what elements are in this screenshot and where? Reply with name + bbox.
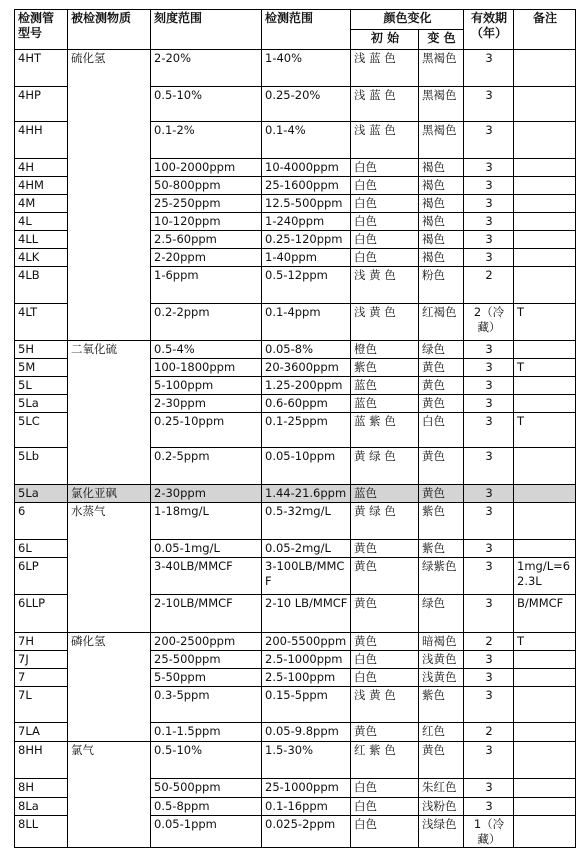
remark-cell: T: [514, 359, 576, 377]
detection-range-cell: 0.6-60ppm: [262, 395, 351, 413]
validity-cell: 3: [464, 231, 514, 249]
header-model: 检测管型号: [15, 10, 68, 50]
scale-range-cell: 0.5-10%: [151, 742, 262, 779]
header-scale-range: 刻度范围: [151, 10, 262, 50]
model-cell: 8La: [15, 798, 68, 816]
detector-tube-table: [14, 9, 576, 848]
changed-color-cell: 绿色: [419, 595, 464, 633]
initial-color-cell: 黄色: [351, 633, 419, 651]
substance-cell: 氯气: [68, 742, 151, 848]
remark-cell: [514, 341, 576, 359]
remark-cell: [514, 177, 576, 195]
initial-color-cell: 白色: [351, 816, 419, 848]
validity-cell: 2（冷藏）: [464, 304, 514, 341]
scale-range-cell: 2-30ppm: [151, 395, 262, 413]
scale-range-cell: 0.05-1mg/L: [151, 540, 262, 558]
initial-color-cell: 蓝色: [351, 395, 419, 413]
scale-range-cell: 2-30ppm: [151, 485, 262, 503]
changed-color-cell: 黄色: [419, 377, 464, 395]
initial-color-cell: 白色: [351, 651, 419, 669]
validity-cell: 3: [464, 177, 514, 195]
initial-color-cell: 蓝色: [351, 485, 419, 503]
remark-cell: 1mg/L=62.3L: [514, 558, 576, 595]
changed-color-cell: 黄色: [419, 359, 464, 377]
detection-range-cell: 0.5-12ppm: [262, 267, 351, 304]
remark-cell: [514, 687, 576, 723]
remark-cell: [514, 159, 576, 177]
remark-cell: [514, 723, 576, 742]
model-cell: 4M: [15, 195, 68, 213]
detection-range-cell: 0.25-20%: [262, 87, 351, 122]
initial-color-cell: 白色: [351, 669, 419, 687]
initial-color-cell: 白色: [351, 213, 419, 231]
remark-cell: [514, 87, 576, 122]
changed-color-cell: 紫色: [419, 503, 464, 540]
detection-range-cell: 0.05-9.8ppm: [262, 723, 351, 742]
validity-cell: 3: [464, 651, 514, 669]
detection-range-cell: 0.05-10ppm: [262, 448, 351, 485]
model-cell: 4HP: [15, 87, 68, 122]
validity-cell: 3: [464, 687, 514, 723]
validity-cell: 3: [464, 413, 514, 448]
model-cell: 5L: [15, 377, 68, 395]
model-cell: 4LL: [15, 231, 68, 249]
initial-color-cell: 黄色: [351, 558, 419, 595]
initial-color-cell: 黄色: [351, 540, 419, 558]
validity-cell: 3: [464, 485, 514, 503]
model-cell: 7LA: [15, 723, 68, 742]
validity-cell: 3: [464, 540, 514, 558]
substance-cell: 氯化亚砜: [68, 485, 151, 503]
table-row: [15, 341, 576, 359]
validity-cell: 3: [464, 558, 514, 595]
detection-range-cell: 1-40%: [262, 50, 351, 87]
scale-range-cell: 25-500ppm: [151, 651, 262, 669]
scale-range-cell: 0.3-5ppm: [151, 687, 262, 723]
changed-color-cell: 绿紫色: [419, 558, 464, 595]
header-initial-color: 初 始: [351, 30, 419, 50]
validity-cell: 2: [464, 267, 514, 304]
remark-cell: [514, 448, 576, 485]
initial-color-cell: 浅 蓝 色: [351, 87, 419, 122]
initial-color-cell: 白色: [351, 779, 419, 798]
model-cell: 4LK: [15, 249, 68, 267]
validity-cell: 3: [464, 779, 514, 798]
remark-cell: [514, 231, 576, 249]
scale-range-cell: 5-50ppm: [151, 669, 262, 687]
validity-cell: 3: [464, 50, 514, 87]
validity-cell: 3: [464, 798, 514, 816]
changed-color-cell: 褐色: [419, 177, 464, 195]
detection-range-cell: 0.25-120ppm: [262, 231, 351, 249]
scale-range-cell: 0.5-8ppm: [151, 798, 262, 816]
initial-color-cell: 黄色: [351, 723, 419, 742]
remark-cell: [514, 485, 576, 503]
changed-color-cell: 黄色: [419, 485, 464, 503]
initial-color-cell: 黄色: [351, 595, 419, 633]
changed-color-cell: 褐色: [419, 159, 464, 177]
model-cell: 8H: [15, 779, 68, 798]
scale-range-cell: 2-20%: [151, 50, 262, 87]
remark-cell: [514, 669, 576, 687]
validity-cell: 3: [464, 341, 514, 359]
scale-range-cell: 25-250ppm: [151, 195, 262, 213]
initial-color-cell: 浅 黄 色: [351, 687, 419, 723]
changed-color-cell: 暗褐色: [419, 633, 464, 651]
initial-color-cell: 浅 蓝 色: [351, 122, 419, 159]
detection-range-cell: 25-1000ppm: [262, 779, 351, 798]
changed-color-cell: 朱红色: [419, 779, 464, 798]
scale-range-cell: 0.1-2%: [151, 122, 262, 159]
remark-cell: [514, 377, 576, 395]
changed-color-cell: 黄色: [419, 448, 464, 485]
model-cell: 4LB: [15, 267, 68, 304]
validity-cell: 3: [464, 503, 514, 540]
detection-range-cell: 0.15-5ppm: [262, 687, 351, 723]
detection-range-cell: 12.5-500ppm: [262, 195, 351, 213]
remark-cell: [514, 195, 576, 213]
validity-cell: 2: [464, 723, 514, 742]
initial-color-cell: 白色: [351, 231, 419, 249]
detection-range-cell: 2.5-1000ppm: [262, 651, 351, 669]
changed-color-cell: 浅绿色: [419, 816, 464, 848]
changed-color-cell: 黄色: [419, 742, 464, 779]
detection-range-cell: 0.1-4ppm: [262, 304, 351, 341]
detection-range-cell: 25-1600ppm: [262, 177, 351, 195]
remark-cell: [514, 779, 576, 798]
changed-color-cell: 褐色: [419, 249, 464, 267]
remark-cell: [514, 249, 576, 267]
remark-cell: [514, 395, 576, 413]
remark-cell: [514, 540, 576, 558]
changed-color-cell: 白色: [419, 413, 464, 448]
changed-color-cell: 褐色: [419, 231, 464, 249]
changed-color-cell: 粉色: [419, 267, 464, 304]
substance-cell: 磷化氢: [68, 633, 151, 742]
scale-range-cell: 2.5-60ppm: [151, 231, 262, 249]
remark-cell: B/MMCF: [514, 595, 576, 633]
initial-color-cell: 浅 黄 色: [351, 304, 419, 341]
table-row: [15, 633, 576, 651]
remark-cell: [514, 742, 576, 779]
remark-cell: [514, 50, 576, 87]
detection-range-cell: 1-40ppm: [262, 249, 351, 267]
validity-cell: 3: [464, 213, 514, 231]
model-cell: 7: [15, 669, 68, 687]
changed-color-cell: 红褐色: [419, 304, 464, 341]
validity-cell: 3: [464, 448, 514, 485]
validity-cell: 3: [464, 87, 514, 122]
model-cell: 8LL: [15, 816, 68, 848]
detection-range-cell: 0.025-2ppm: [262, 816, 351, 848]
detection-range-cell: 0.1-4%: [262, 122, 351, 159]
initial-color-cell: 浅 蓝 色: [351, 50, 419, 87]
table-body: [15, 50, 576, 848]
changed-color-cell: 浅黄色: [419, 651, 464, 669]
validity-cell: 3: [464, 359, 514, 377]
detection-range-cell: 0.05-8%: [262, 341, 351, 359]
header-validity: 有效期（年）: [464, 10, 514, 50]
validity-cell: 3: [464, 159, 514, 177]
detection-range-cell: 0.1-16ppm: [262, 798, 351, 816]
model-cell: 4L: [15, 213, 68, 231]
validity-cell: 3: [464, 122, 514, 159]
model-cell: 4HT: [15, 50, 68, 87]
initial-color-cell: 黄 绿 色: [351, 448, 419, 485]
validity-cell: 3: [464, 195, 514, 213]
table-row: [15, 503, 576, 540]
model-cell: 8HH: [15, 742, 68, 779]
header-substance: 被检测物质: [68, 10, 151, 50]
detection-range-cell: 0.5-32mg/L: [262, 503, 351, 540]
remark-cell: [514, 213, 576, 231]
changed-color-cell: 紫色: [419, 687, 464, 723]
validity-cell: 3: [464, 395, 514, 413]
model-cell: 4HM: [15, 177, 68, 195]
detection-range-cell: 20-3600ppm: [262, 359, 351, 377]
detection-range-cell: 0.1-25ppm: [262, 413, 351, 448]
detection-range-cell: 2-10 LB/MMCF: [262, 595, 351, 633]
detection-range-cell: 1-240ppm: [262, 213, 351, 231]
scale-range-cell: 2-10LB/MMCF: [151, 595, 262, 633]
model-cell: 6LLP: [15, 595, 68, 633]
changed-color-cell: 紫色: [419, 540, 464, 558]
changed-color-cell: 黑褐色: [419, 50, 464, 87]
model-cell: 7J: [15, 651, 68, 669]
table-row: [15, 485, 576, 503]
header-changed-color: 变 色: [419, 30, 464, 50]
model-cell: 5H: [15, 341, 68, 359]
validity-cell: 3: [464, 377, 514, 395]
changed-color-cell: 褐色: [419, 213, 464, 231]
scale-range-cell: 0.2-2ppm: [151, 304, 262, 341]
remark-cell: [514, 798, 576, 816]
changed-color-cell: 褐色: [419, 195, 464, 213]
remark-cell: [514, 816, 576, 848]
scale-range-cell: 0.25-10ppm: [151, 413, 262, 448]
detection-range-cell: 10-4000ppm: [262, 159, 351, 177]
detection-range-cell: 0.05-2mg/L: [262, 540, 351, 558]
scale-range-cell: 0.05-1ppm: [151, 816, 262, 848]
detection-range-cell: 200-5500ppm: [262, 633, 351, 651]
initial-color-cell: 黄 绿 色: [351, 503, 419, 540]
remark-cell: T: [514, 633, 576, 651]
scale-range-cell: 2-20ppm: [151, 249, 262, 267]
initial-color-cell: 蓝色: [351, 377, 419, 395]
scale-range-cell: 0.2-5ppm: [151, 448, 262, 485]
model-cell: 4LT: [15, 304, 68, 341]
scale-range-cell: 0.5-4%: [151, 341, 262, 359]
detection-range-cell: 2.5-100ppm: [262, 669, 351, 687]
remark-cell: T: [514, 304, 576, 341]
initial-color-cell: 白色: [351, 159, 419, 177]
validity-cell: 1（冷藏）: [464, 816, 514, 848]
changed-color-cell: 黄色: [419, 395, 464, 413]
initial-color-cell: 紫色: [351, 359, 419, 377]
initial-color-cell: 红 紫 色: [351, 742, 419, 779]
model-cell: 5LC: [15, 413, 68, 448]
changed-color-cell: 浅黄色: [419, 669, 464, 687]
model-cell: 5M: [15, 359, 68, 377]
scale-range-cell: 100-1800ppm: [151, 359, 262, 377]
table-row: [15, 742, 576, 779]
initial-color-cell: 白色: [351, 177, 419, 195]
scale-range-cell: 3-40LB/MMCF: [151, 558, 262, 595]
model-cell: 6: [15, 503, 68, 540]
detection-range-cell: 1.25-200ppm: [262, 377, 351, 395]
remark-cell: T: [514, 413, 576, 448]
substance-cell: 水蒸气: [68, 503, 151, 633]
changed-color-cell: 绿色: [419, 341, 464, 359]
model-cell: 5Lb: [15, 448, 68, 485]
scale-range-cell: 5-100ppm: [151, 377, 262, 395]
initial-color-cell: 白色: [351, 195, 419, 213]
detection-range-cell: 3-100LB/MMCF: [262, 558, 351, 595]
changed-color-cell: 黑褐色: [419, 122, 464, 159]
model-cell: 4HH: [15, 122, 68, 159]
scale-range-cell: 50-500ppm: [151, 779, 262, 798]
substance-cell: 硫化氢: [68, 50, 151, 341]
scale-range-cell: 10-120ppm: [151, 213, 262, 231]
header-detection-range: 检测范围: [262, 10, 351, 50]
scale-range-cell: 1-6ppm: [151, 267, 262, 304]
table-row: [15, 50, 576, 87]
scale-range-cell: 1-18mg/L: [151, 503, 262, 540]
validity-cell: 3: [464, 249, 514, 267]
substance-cell: 二氧化硫: [68, 341, 151, 485]
scale-range-cell: 200-2500ppm: [151, 633, 262, 651]
detection-range-cell: 1.5-30%: [262, 742, 351, 779]
remark-cell: [514, 503, 576, 540]
model-cell: 7H: [15, 633, 68, 651]
model-cell: 5La: [15, 395, 68, 413]
validity-cell: 2: [464, 633, 514, 651]
model-cell: 6L: [15, 540, 68, 558]
model-cell: 7L: [15, 687, 68, 723]
model-cell: 4H: [15, 159, 68, 177]
remark-cell: [514, 267, 576, 304]
scale-range-cell: 0.1-1.5ppm: [151, 723, 262, 742]
initial-color-cell: 橙色: [351, 341, 419, 359]
changed-color-cell: 红色: [419, 723, 464, 742]
remark-cell: [514, 122, 576, 159]
changed-color-cell: 浅粉色: [419, 798, 464, 816]
initial-color-cell: 蓝 紫 色: [351, 413, 419, 448]
header-color-change: 颜色变化: [351, 10, 464, 30]
initial-color-cell: 浅 黄 色: [351, 267, 419, 304]
changed-color-cell: 黑褐色: [419, 87, 464, 122]
initial-color-cell: 白色: [351, 249, 419, 267]
header-remark: 备注: [514, 10, 576, 50]
detection-range-cell: 1.44-21.6ppm: [262, 485, 351, 503]
remark-cell: [514, 651, 576, 669]
scale-range-cell: 0.5-10%: [151, 87, 262, 122]
validity-cell: 3: [464, 669, 514, 687]
model-cell: 6LP: [15, 558, 68, 595]
scale-range-cell: 100-2000ppm: [151, 159, 262, 177]
model-cell: 5La: [15, 485, 68, 503]
initial-color-cell: 白色: [351, 798, 419, 816]
scale-range-cell: 50-800ppm: [151, 177, 262, 195]
validity-cell: 3: [464, 742, 514, 779]
validity-cell: 3: [464, 595, 514, 633]
